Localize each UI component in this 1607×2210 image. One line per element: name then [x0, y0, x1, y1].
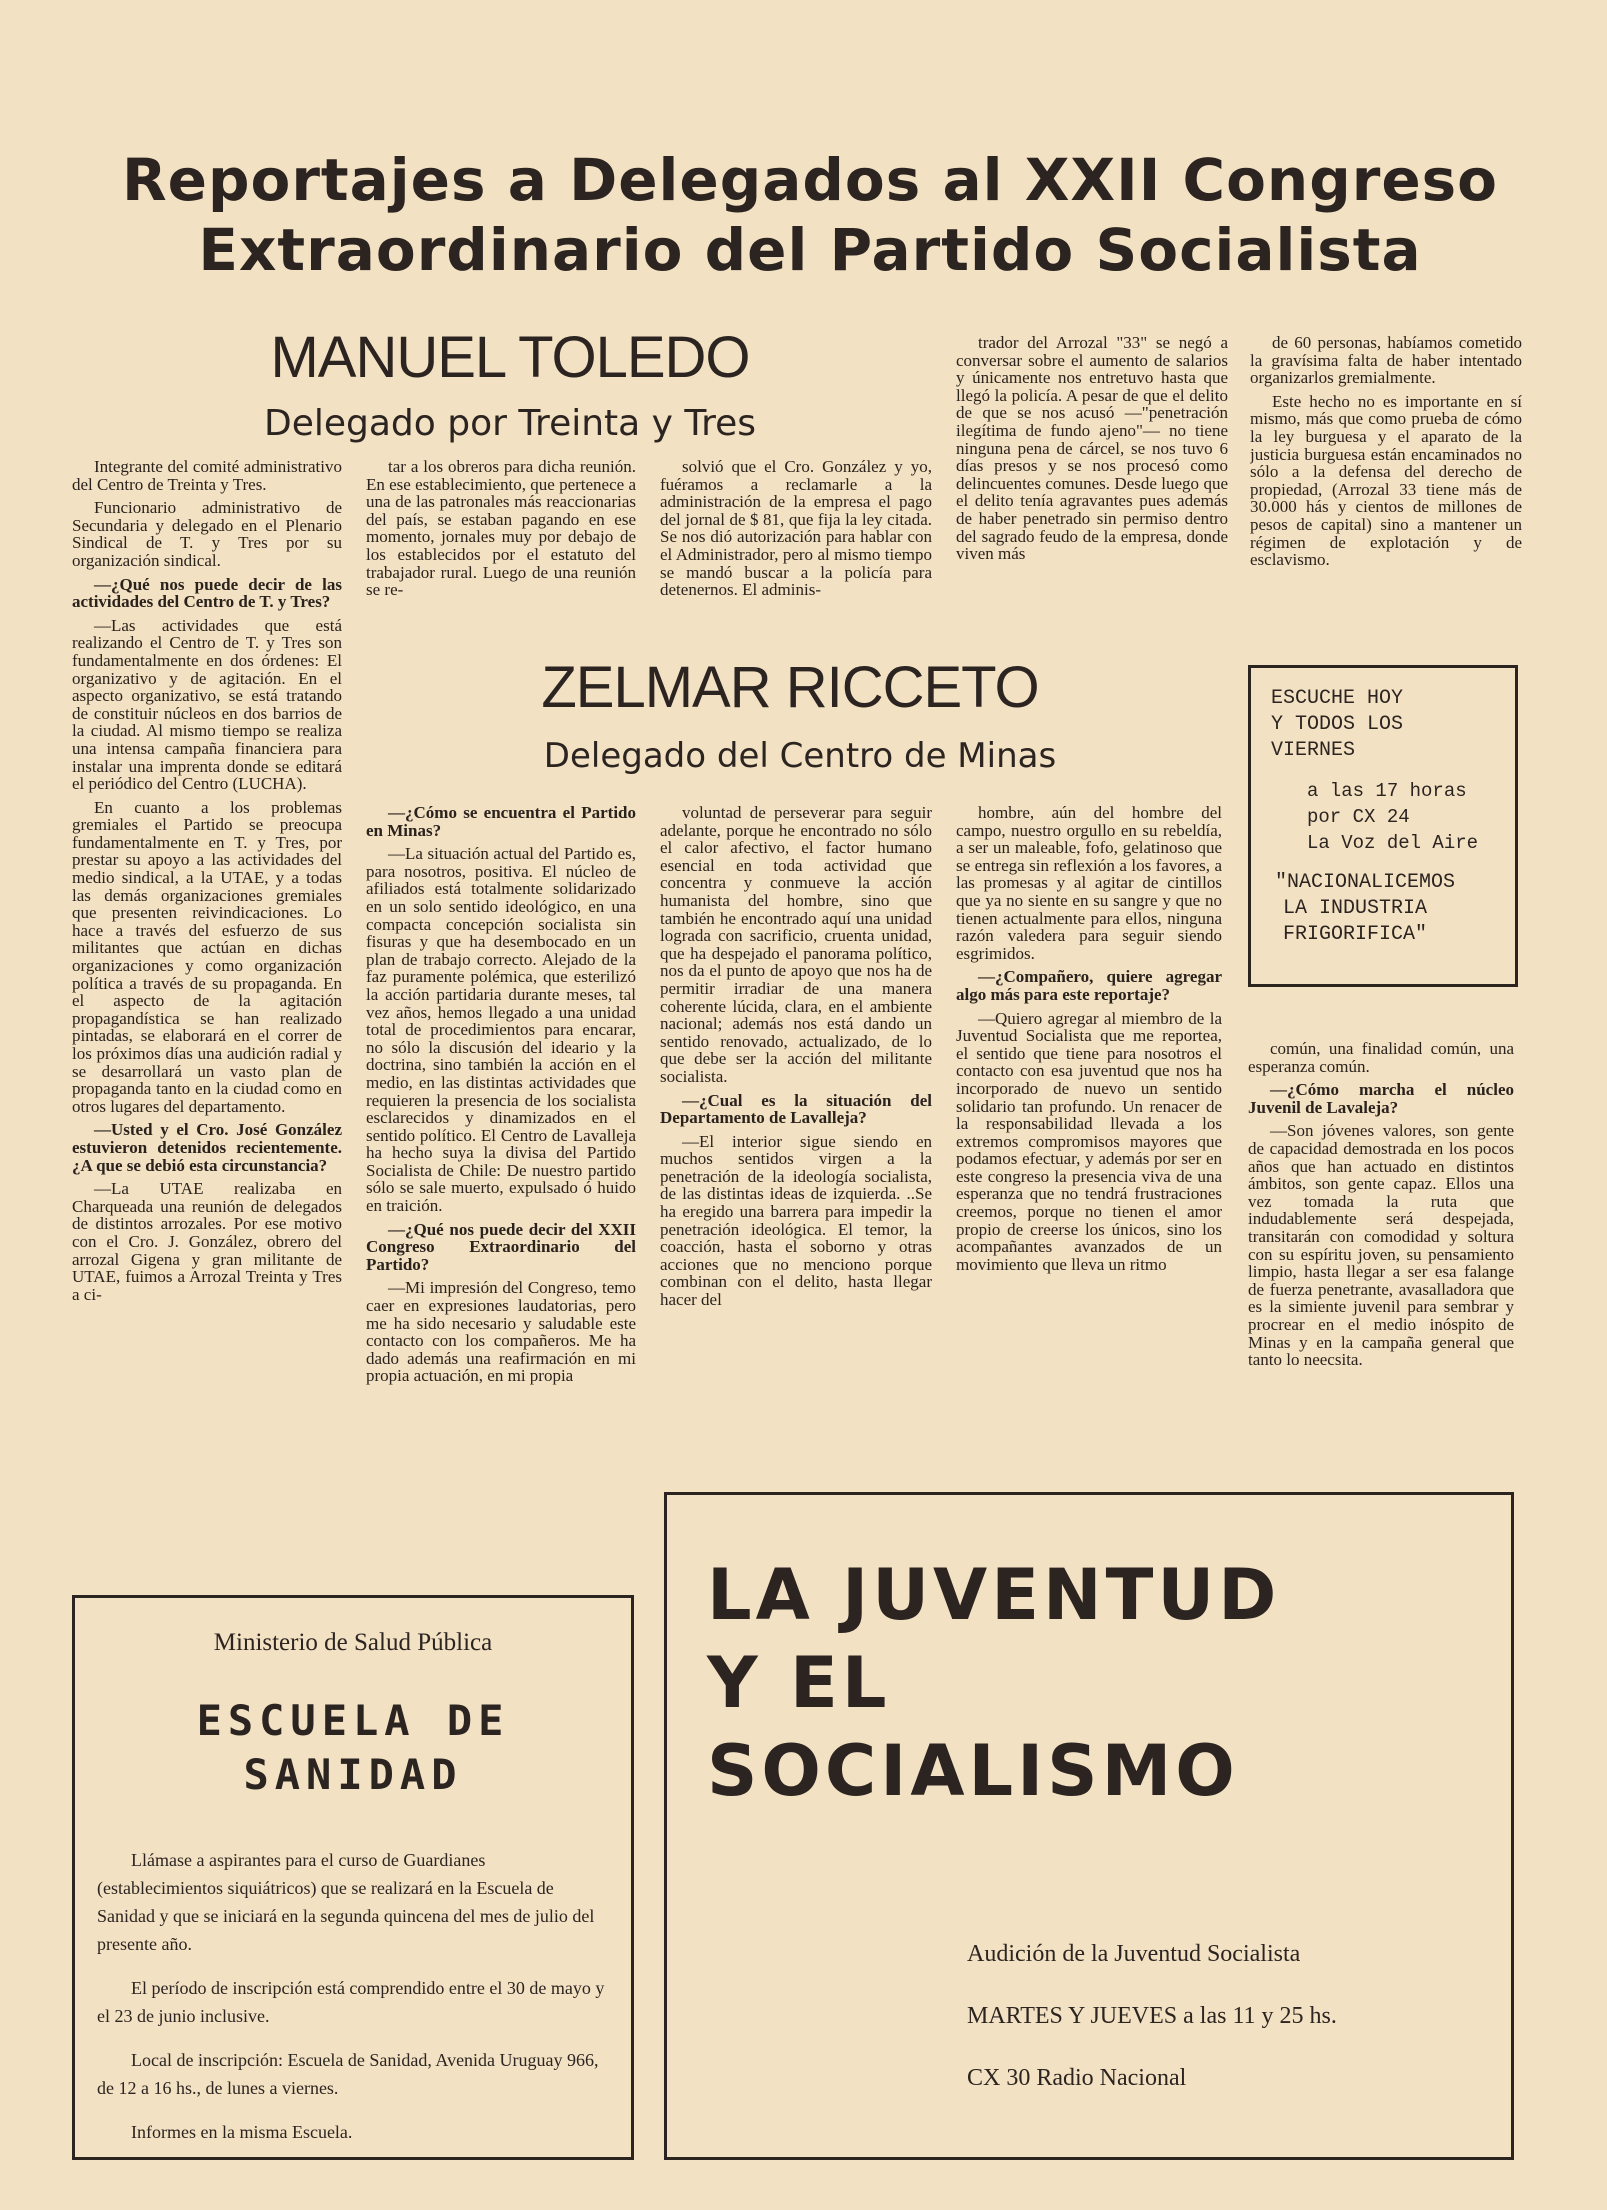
article-paragraph: hombre, aún del hombre del campo, nuestro orgullo en su rebeldía, a ser un maleable, fofo, gelatinoso que se entrega sin reflexión a los favores, a las promesas y al agitar de cintillos que ya no siente en su sangre y que no tienen actualmente para ellos, ninguna razón valedera para seguir siendo esgrimidos. [956, 804, 1222, 963]
article-paragraph: —La UTAE realizaba en Charqueada una reunión de delegados de distintos arrozales. Por ese motivo con el Cro. J. González, obrero del arrozal Gigena y gran militante de UTAE, fuimos a Arrozal Treinta y Tres a ci- [72, 1179, 342, 1304]
question-paragraph: —Usted y el Cro. José González estuvieron detenidos recientemente. ¿A que se debió esta circunstancia? [72, 1120, 342, 1175]
question-paragraph: —¿Cual es la situación del Departamento de Lavalleja? [660, 1090, 932, 1128]
question-paragraph: —¿Cómo marcha el núcleo Juvenil de Lavaleja? [1248, 1080, 1514, 1117]
article-paragraph: voluntad de perseverar para seguir adelante, porque he encontrado no sólo el calor afectivo, el factor humano esencial en toda actividad que concentra y conmueve la acción humanista del hombre, sino que también he encontrado aquí una unidad lograda con sacrificio, cruenta unidad, que ha despejado el panorama político, nos da el punto de apoyo que nos ha de permitir irradiar de una manera coherente lúcida, clara, en el ambiente nacional; además nos está dando un sentido renovado, actualizado, de lo que debe ser la acción del militante socialista. [660, 804, 932, 1086]
radio-box [1248, 665, 1518, 987]
ricceto-column-2 [660, 804, 932, 1426]
toledo-column-2 [366, 458, 636, 638]
radio-slogan-3: FRIGORIFICA" [1283, 923, 1428, 946]
page-headline [60, 145, 1560, 285]
toledo-subtitle: Delegado por Treinta y Tres [263, 403, 757, 444]
radio-line-3: VIERNES [1271, 739, 1356, 762]
ministry-title: Ministerio de Salud Pública [213, 1629, 493, 1656]
article-paragraph: Este hecho no es importante en sí mismo, más que como prueba de cómo la ley burguesa y el aparato de la justicia burguesa están encaminados no sólo a la defensa del derecho de propiedad, (Arrozal 33 tiene más de 30.000 hás y cientos de millones de pesos de capital) sino a mantener un régimen de explotación y de esclavismo. [1250, 391, 1522, 570]
question-paragraph: —¿Qué nos puede decir del XXII Congreso Extraordinario del Partido? [366, 1219, 636, 1274]
ricceto-column-1 [366, 804, 636, 1544]
article-paragraph: —Quiero agregar al miembro de la Juventud Socialista que me reportea, el sentido que tiene para nosotros el contacto con esa juventud que nos ha incorporado de nuevo un sentido solidario tan profundo. Un renacer de la responsabilidad llevada a los extremos compromisos mayores que podamos efectuar, y además por ser en este congreso la presencia viva de una esperanza que no tendrá frustraciones creemos, porque no tienen el amor propio de creerse los únicos, sino los acompañantes avanzados de un movimiento que lleva un ritmo [956, 1008, 1222, 1274]
radio-line-1: ESCUCHE HOY [1271, 687, 1404, 710]
headline-line-1: Reportajes a Delegados al XXII Congreso [121, 146, 1499, 214]
article-paragraph: solvió que el Cro. González y yo, fuéramos a reclamarle a la administración de la empresa el pago del jornal de $ 81, que fija la ley citada. Se nos dió autorización para hablar con el Administrador, pero al mismo tiempo se mandó buscar a la policía para detenernos. El adminis- [660, 458, 932, 600]
juventud-title-line-3: SOCIALISMO [707, 1730, 1239, 1812]
question-paragraph: —¿Qué nos puede decir de las actividades del Centro de T. y Tres? [72, 574, 342, 612]
escuela-sanidad-ad [72, 1595, 634, 2160]
escuela-title: ESCUELA DE SANIDAD [196, 1696, 510, 1799]
radio-program: La Voz del Aire [1307, 832, 1479, 854]
ricceto-column-4 [1248, 1040, 1514, 1426]
juventud-title-line-1: LA JUVENTUD [707, 1554, 1281, 1636]
question-paragraph: —¿Compañero, quiere agregar algo más para este reportaje? [956, 967, 1222, 1004]
article-paragraph: Funcionario administrativo de Secundaria y delegado en el Plenario Sindical de T. y Tres por su organización sindical. [72, 498, 342, 570]
radio-station: por CX 24 [1307, 806, 1410, 828]
juventud-title-line-2: Y EL [707, 1642, 891, 1724]
radio-line-2: Y TODOS LOS [1271, 713, 1404, 736]
ricceto-column-3 [956, 804, 1222, 1426]
audicion-text: Audición de la Juventud Socialista [967, 1941, 1301, 1967]
toledo-column-5 [1250, 334, 1522, 638]
article-paragraph: —Mi impresión del Congreso, temo caer en expresiones laudatorias, pero me ha sido necesario y saludable este contacto con los compañeros. Me ha dado además una reafirmación en mi propia actuación, en mi propia [366, 1278, 636, 1386]
article-paragraph: trador del Arrozal "33" se negó a conversar sobre el aumento de salarios y únicamente nos entretuvo hasta que llegó la policía. A pesar de que el delito de que se nos acusó —"penetración ilegítima de fundo ajeno"— no tiene ninguna pena de cárcel, se nos tuvo 6 días presos y se nos procesó como delincuentes comunes. Desde luego que el delito tenía agravantes pues además de haber penetrado sin permiso dentro del sagrado feudo de la empresa, donde viven más [956, 334, 1228, 564]
ricceto-subtitle: Delegado del Centro de Minas [543, 736, 1057, 776]
toledo-column-1 [72, 458, 342, 1540]
toledo-column-4 [956, 334, 1228, 638]
article-paragraph: —El interior sigue siendo en muchos sentidos virgen a la penetración de la ideología socialista, de las distintas ideas de izquierda. ..Se ha eregido una barrera para impedir la penetración ideológica. El temor, la coacción, hasta el soborno y otras acciones que no menciono porque combinan con el delito, hasta llegar hacer del [660, 1131, 932, 1310]
juventud-ad [664, 1492, 1514, 2160]
article-paragraph: —Son jóvenes valores, son gente de capacidad demostrada en los pocos años que han actuado en distintos ámbitos, son gente capaz. Ellos una vez tomada la ruta que indudablemente será despejada, transitarán con comodidad y soltura con su espíritu joven, su pensamiento limpio, hasta llegar a ser esa falange de fuerza penetrante, avasalladora que es la simiente juvenil para sembrar y procrear en el medio inóspito de Minas y en la campaña general que tanto lo neecsita. [1248, 1121, 1514, 1370]
station-text: CX 30 Radio Nacional [967, 2065, 1187, 2091]
schedule-text: MARTES Y JUEVES a las 11 y 25 hs. [967, 2003, 1337, 2029]
article-paragraph: En cuanto a los problemas gremiales el Partido se preocupa fundamentalmente en T. y Tres, por prestar su apoyo a las actividades del medio sindical, a la UTAE, y a todas las demás organizaciones gremiales que presenten reivindicaciones. Lo hace a través del esfuerzo de sus militantes que actúan en dichas organizaciones y como organización política a través de su propaganda. En el aspecto de la agitación propagandística se han realizado pintadas, se elaborará en el correr de los próximos días una audición radial y se desarrollará un vasto plan de propaganda tanto en la ciudad como en otros lugares del departamento. [72, 797, 342, 1116]
article-paragraph: —La situación actual del Partido es, para nosotros, positiva. El núcleo de afiliados está totalmente solidarizado en un solo sentido ideológico, en una compacta concepción socialista sin fisuras y que ha desembocado en un plan de trabajo correcto. Alejado de la faz puramente polémica, que esterilizó la acción partidaria durante meses, tal vez años, hemos llegado a una unidad total de procedimientos para encarar, no sólo la discusión del ideario y la doctrina, sino también la acción en el medio, en las distintas actividades que requieren la presencia de los socialista esclarecidos y dinamizados en el sentido político. El Centro de Lavalleja ha hecho suya la divisa del Partido Socialista de Chile: De nuestro partido sólo se sale muerto, expulsado ó huido en traición. [366, 844, 636, 1216]
toledo-name: MANUEL TOLEDO [270, 325, 750, 390]
toledo-column-3 [660, 458, 932, 638]
ad-paragraph-1: Llámase a aspirantes para el curso de Guardianes (establecimientos siquiátricos) que se realizará en la Escuela de Sanidad y que se iniciará en la segunda quincena del mes de julio del presente año. [97, 1850, 595, 1954]
ad-paragraph-2: El período de inscripción está comprendido entre el 30 de mayo y el 23 de junio inclusive. [97, 1978, 605, 2026]
ricceto-name: ZELMAR RICCETO [541, 655, 1039, 720]
radio-slogan-2: LA INDUSTRIA [1283, 897, 1428, 920]
article-paragraph: Integrante del comité administrativo del Centro de Treinta y Tres. [72, 458, 342, 494]
headline-line-2: Extraordinario del Partido Socialista [198, 216, 1422, 284]
radio-slogan-1: "NACIONALICEMOS [1275, 871, 1456, 894]
question-paragraph: —¿Cómo se encuentra el Partido en Minas? [366, 804, 636, 840]
article-paragraph: tar a los obreros para dicha reunión. En ese establecimiento, que pertenece a una de las patronales más reaccionarias del país, se estaban pagando en ese momento, jornales muy por debajo de los establecidos por el estatuto del trabajador rural. Luego de una reunión se re- [366, 458, 636, 600]
ad-paragraph-4: Informes en la misma Escuela. [131, 2122, 353, 2142]
article-paragraph: —Las actividades que está realizando el Centro de T. y Tres son fundamentalmente en dos órdenes: El organizativo y de agitación. En el aspecto organizativo, se está tratando de constituir núcleos en dos barrios de la ciudad. Al mismo tiempo se realiza una intensa campaña financiera para instalar una imprenta donde se editará el periódico del Centro (LUCHA). [72, 615, 342, 794]
radio-time: a las 17 horas [1307, 780, 1467, 802]
article-paragraph: común, una finalidad común, una esperanza común. [1248, 1040, 1514, 1076]
article-paragraph: de 60 personas, habíamos cometido la gravísima falta de haber intentado organizarlos gremialmente. [1250, 334, 1522, 388]
ad-paragraph-3: Local de inscripción: Escuela de Sanidad, Avenida Uruguay 966, de 12 a 16 hs., de lunes a viernes. [97, 2050, 599, 2098]
